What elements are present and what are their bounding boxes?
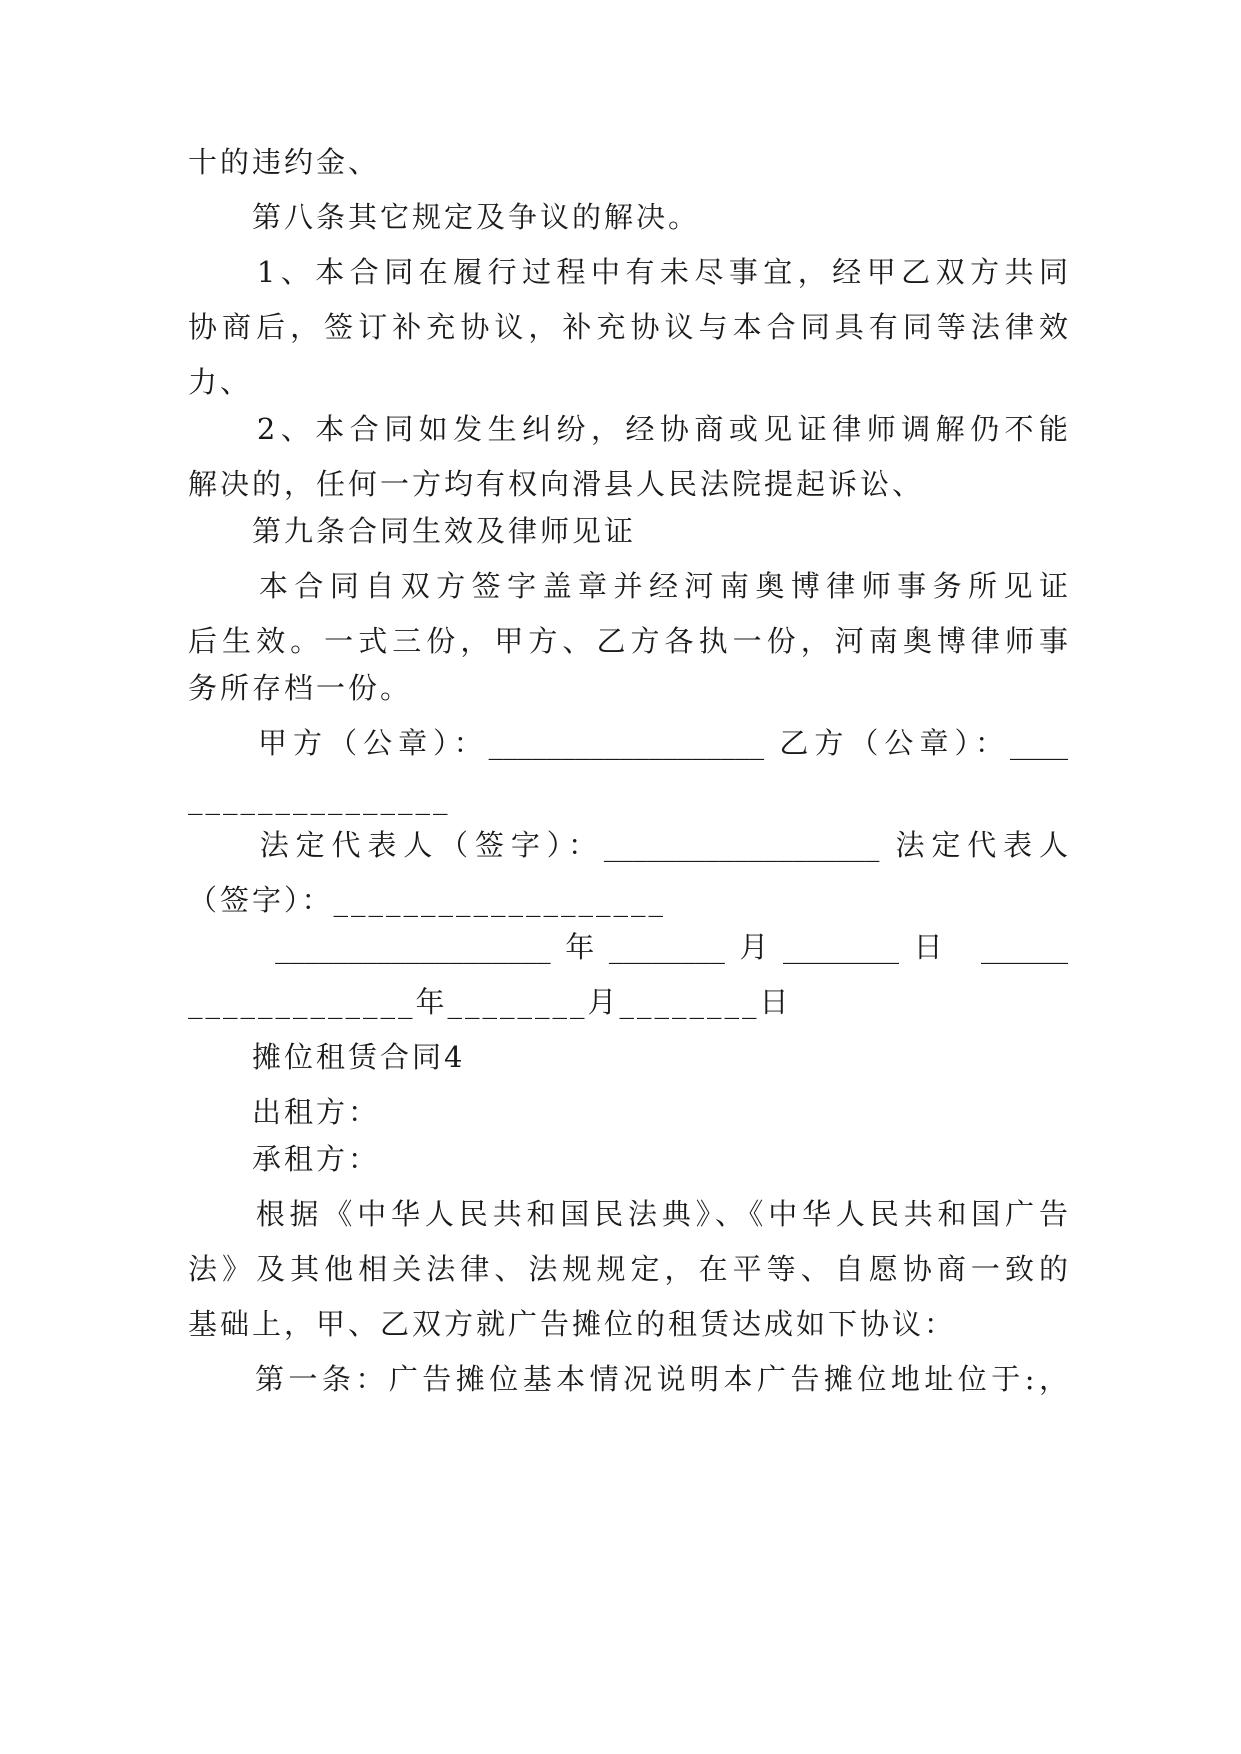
lessor-label: 出租方： [188,1095,381,1129]
text-line: 法》及其他相关法律、法规规定，在平等、自愿协商一致的 [188,1252,1068,1286]
section-heading: 第八条其它规定及争议的解决。 [188,200,701,234]
date-line: ___________________年________月________日 ______ [188,930,1068,964]
signature-line-party-a-b: 甲方（公章）：___________________ 乙方（公章）：____ [188,726,1068,760]
text-line: 解决的，任何一方均有权向滑县人民法院提起诉讼、 [188,467,925,501]
text-line: 1、本合同在履行过程中有未尽事宜，经甲乙双方共同 [188,255,1068,289]
text-line: 2、本合同如发生纠纷，经协商或见证律师调解仍不能 [188,412,1068,446]
text-line: 力、 [188,365,253,399]
text-line: 务所存档一份。 [188,671,413,705]
date-line: _____________年________月________日 [188,985,792,1019]
text-line: 根据《中华人民共和国民法典》、《中华人民共和国广告 [188,1197,1068,1231]
signature-line: （签字）：___________________ [188,883,667,917]
signature-line: _______________ [188,781,451,815]
text-line: 十的违约金、 [188,145,381,179]
text-line: 后生效。一式三份，甲方、乙方各执一份，河南奥博律师事 [188,624,1068,658]
contract-title: 摊位租赁合同4 [188,1040,466,1074]
text-line: 基础上，甲、乙双方就广告摊位的租赁达成如下协议： [188,1307,957,1341]
section-heading: 第九条合同生效及律师见证 [188,514,637,548]
text-line: 协商后，签订补充协议，补充协议与本合同具有同等法律效 [188,310,1068,344]
article-line: 第一条：广告摊位基本情况说明本广告摊位地址位于:， [188,1362,1068,1396]
lessee-label: 承租方： [188,1142,381,1176]
text-line: 本合同自双方签字盖章并经河南奥博律师事务所见证 [188,569,1068,603]
signature-line-representative: 法定代表人（签字）：___________________ 法定代表人 [188,828,1068,862]
